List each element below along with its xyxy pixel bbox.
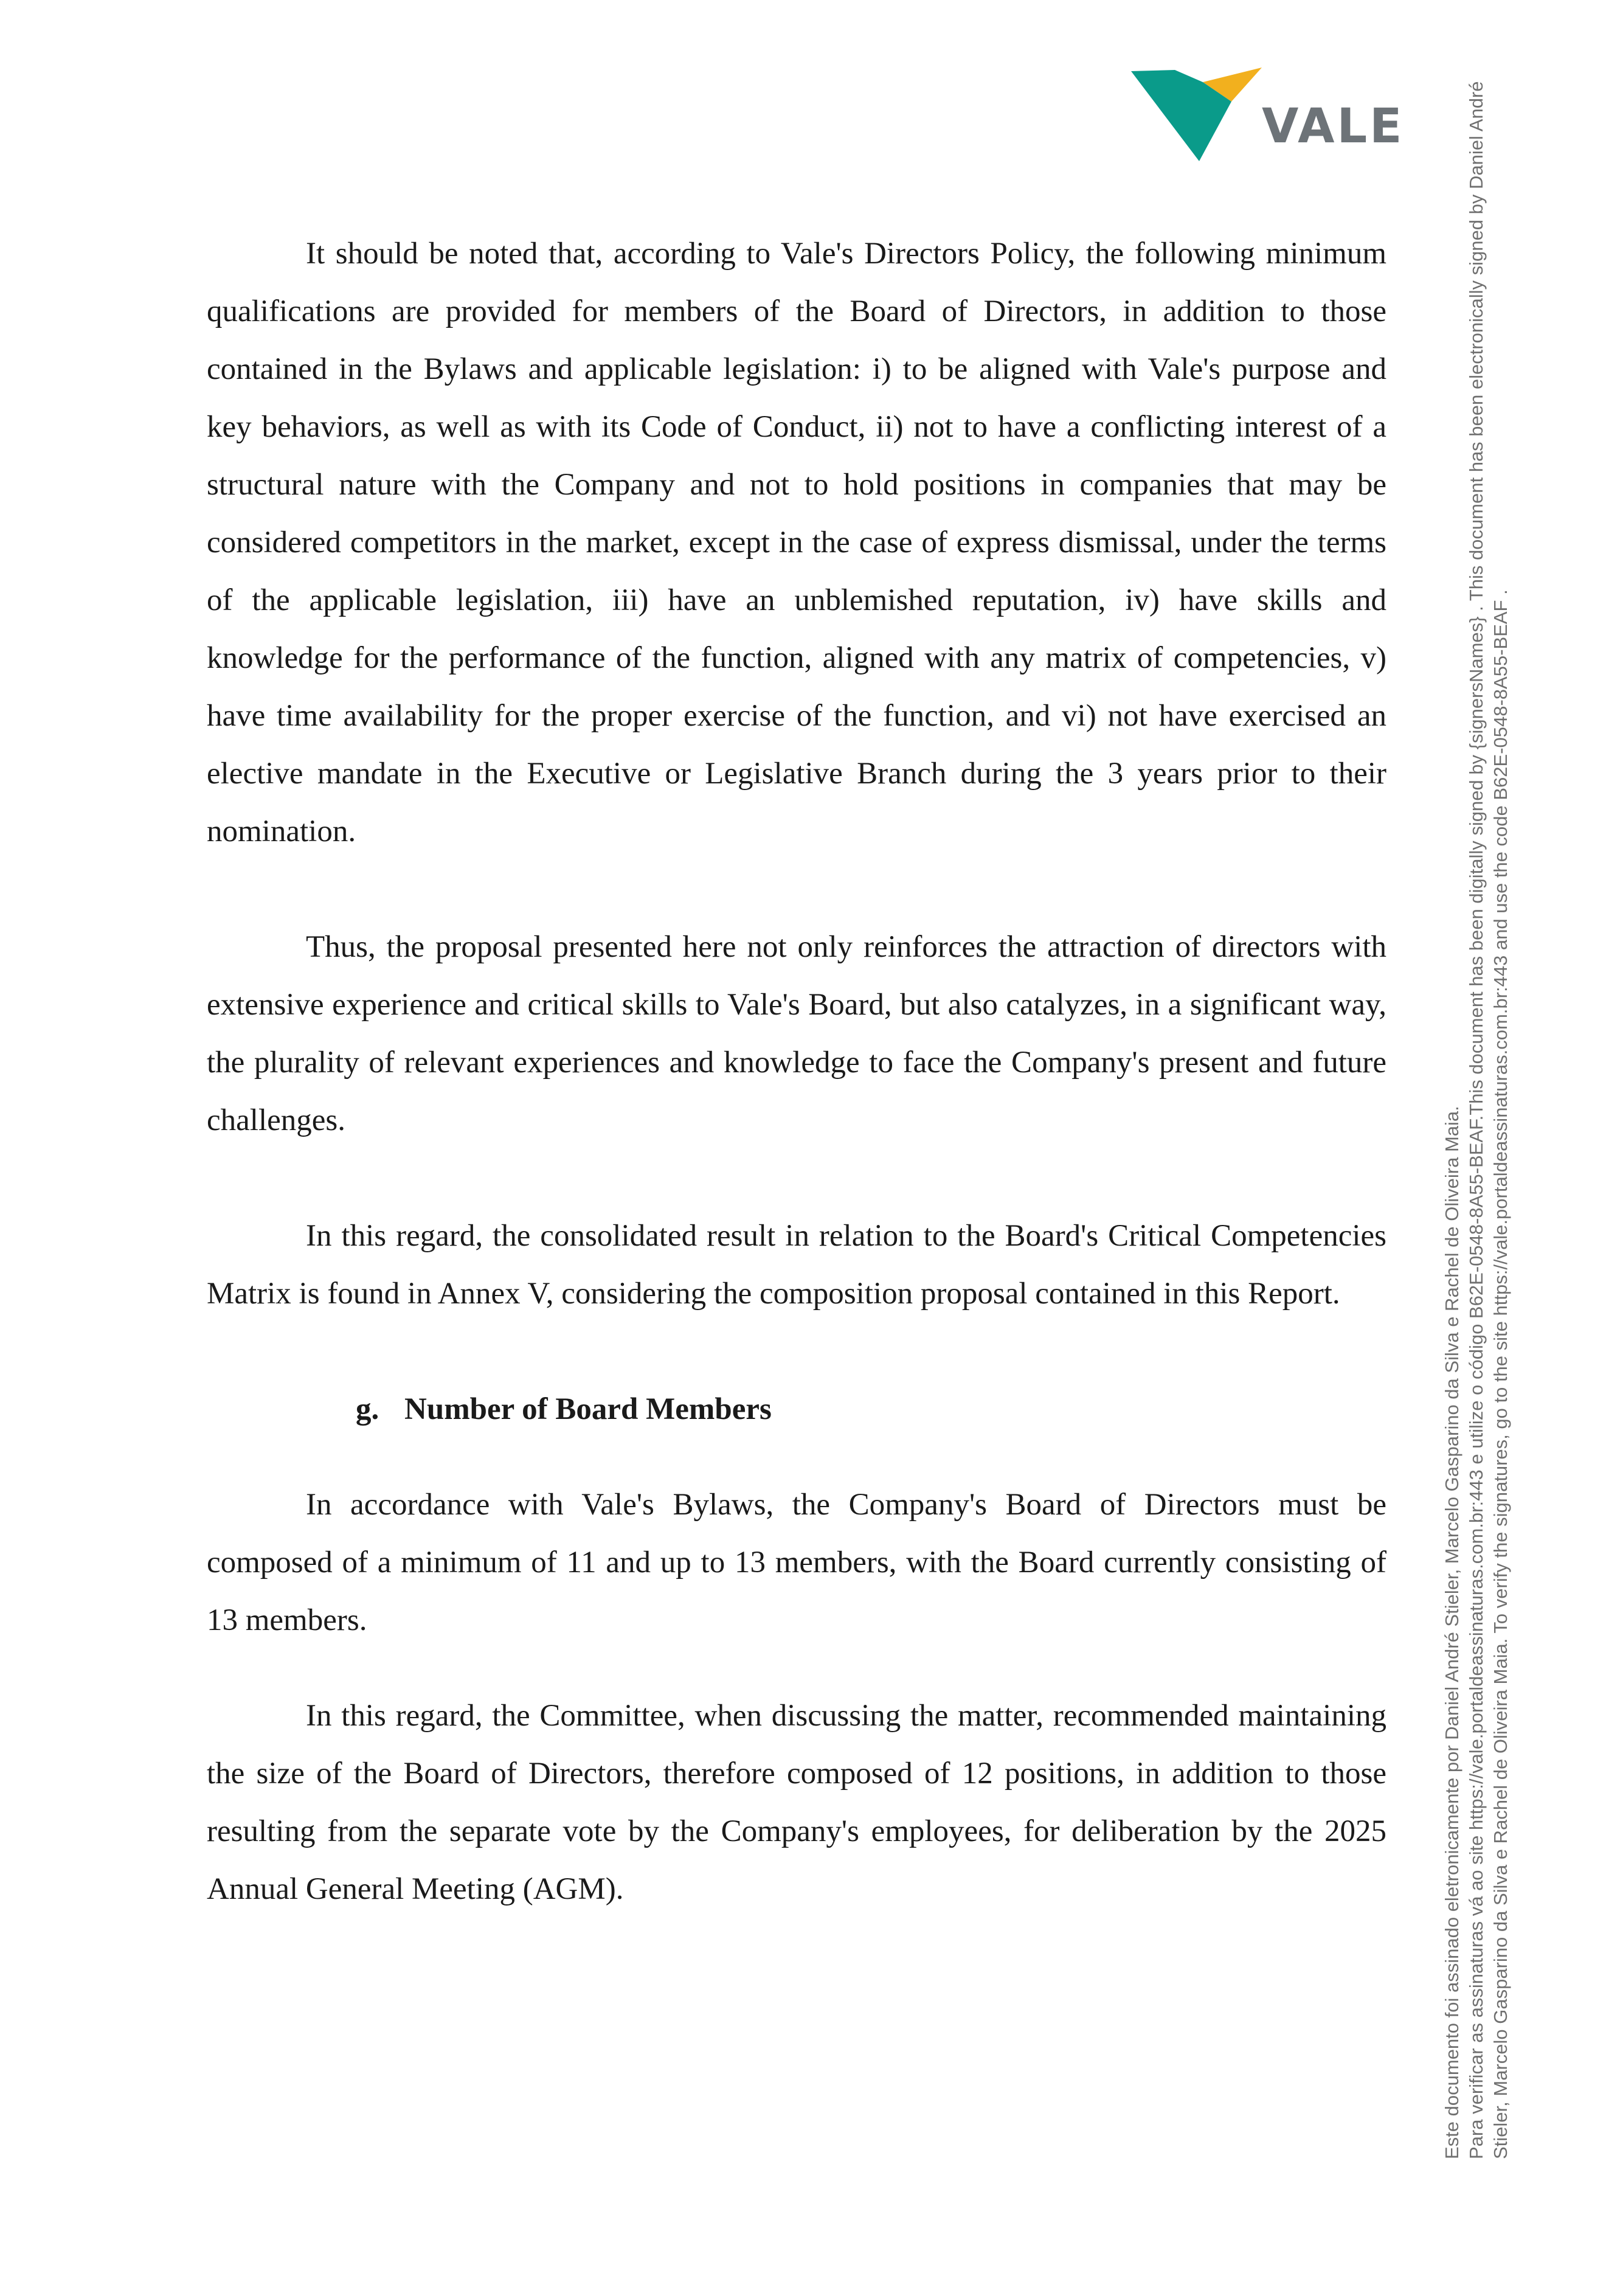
signature-notice-line2: Para verificar as assinaturas vá ao site https://vale.portaldeassinaturas.com.br:443 e utilize o código B62E-0548-8A55-BEAF.This document has been digitally signed by {signersNames} . This document has been electronically signed by Daniel André Stieler, Marcelo Gasparino da Silva e Rachel de Oliveira Maia. To verify the signatures, go to the site https://vale.portaldeassinaturas.com.br:443 and use the code B62E-0548-8A55-BEAF . [1466,81,1511,2159]
vale-logo [1131,64,1405,167]
logo-text: VALE [1262,99,1405,154]
vale-v-mark-icon [1131,64,1265,167]
signature-notice-line1: Este documento foi assinado eletronicamente por Daniel André Stieler, Marcelo Gasparino da Silva e Rachel de Oliveira Maia. [1441,1106,1462,2159]
spacer [207,1323,1386,1381]
paragraph-proposal: Thus, the proposal presented here not only reinforces the attraction of directors with extensive experience and critical skills to Vale's Board, but also catalyzes, in a significant way, the plurality of relevant experiences and knowledge to face the Company's present and future challenges. [207,930,1386,1137]
paragraph-committee-recommendation: In this regard, the Committee, when discussing the matter, recommended maintaining the size of the Board of Directors, therefore composed of 12 positions, in addition to those resulting from the separate vote by the Company's employees, for deliberation by the 2025 Annual General Meeting (AGM). [207,1699,1386,1906]
document-body [207,225,1386,1918]
section-heading-title: Number of Board Members [404,1392,772,1426]
paragraph-directors-policy: It should be noted that, according to Vale's Directors Policy, the following minimum qualifications are provided for members of the Board of Directors, in addition to those contained in the Bylaws and applicable legislation: i) to be aligned with Vale's purpose and key behaviors, as well as with its Code of Conduct, ii) not to have a conflicting interest of a structural nature with the Company and not to hold positions in companies that may be considered competitors in the market, except in the case of express dismissal, under the terms of the applicable legislation, iii) have an unblemished reputation, iv) have skills and knowledge for the performance of the function, aligned with any matrix of competencies, v) have time availability for the proper exercise of the function, and vi) not have exercised an elective mandate in the Executive or Legislative Branch during the 3 years prior to their nomination. [207,237,1386,848]
spacer [207,1649,1386,1687]
spacer [207,1150,1386,1207]
signature-notice [1440,61,1513,2159]
section-heading-marker: g. [356,1392,379,1426]
section-heading [207,1381,1386,1438]
spacer [207,861,1386,918]
paragraph-competencies-matrix: In this regard, the consolidated result in relation to the Board's Critical Competencies Matrix is found in Annex V, considering the composition proposal contained in this Report. [207,1219,1386,1311]
spacer [207,1438,1386,1476]
paragraph-bylaws-composition: In accordance with Vale's Bylaws, the Company's Board of Directors must be composed of a minimum of 11 and up to 13 members, with the Board currently consisting of 13 members. [207,1488,1386,1637]
